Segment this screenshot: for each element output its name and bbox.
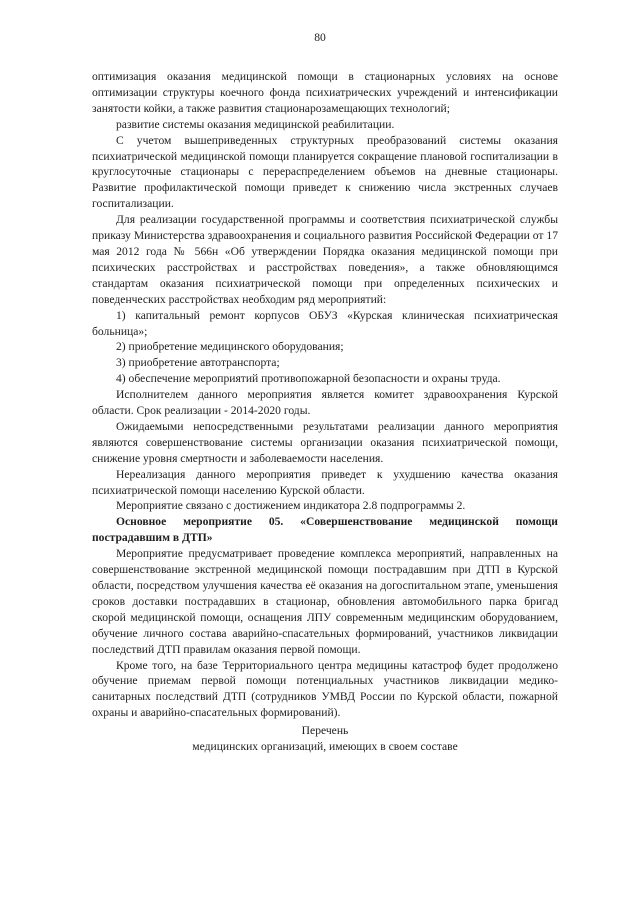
list-item-3: 3) приобретение автотранспорта; (116, 356, 280, 370)
page-number: 80 (314, 31, 326, 44)
list-item-1: 1) капитальный ремонт корпусов ОБУЗ «Курская клиническая психиатрическая больница»; (92, 308, 558, 338)
list-item-2: 2) приобретение медицинского оборудования; (116, 340, 344, 354)
list-item-4: 4) обеспечение мероприятий противопожарной безопасности и охраны труда. (116, 372, 501, 386)
list-title: Перечень (301, 724, 349, 738)
paragraph-rehabilitation: развитие системы оказания медицинской реабилитации. (116, 117, 395, 131)
list-subtitle: медицинских организаций, имеющих в своем составе (192, 740, 458, 754)
section-heading-05: Основное мероприятие 05. «Совершенствование медицинской помощи пострадавшим в ДТП» (92, 515, 558, 545)
paragraph-training: Кроме того, на базе Территориального центра медицины катастроф будет продолжено обучение приемам первой помощи потенциальных участников ликвидации медико-санитарных последствий ДТП (сотрудников УМВД России по Курской области, пожарной охраны и аварийно-спасательных формирований). (92, 658, 558, 720)
paragraph-non-implementation: Нереализация данного мероприятия приведет к ухудшению качества оказания психиатрической помощи населению Курской области. (92, 467, 558, 497)
paragraph-measure-description: Мероприятие предусматривает проведение комплекса мероприятий, направленных на совершенствование экстренной медицинской помощи пострадавшим при ДТП в Курской области, посредством улучшения качества её оказания на догоспитальном этапе, уменьшения сроков доставки пострадавших в стационар, обновления автомобильного парка бригад скорой медицинской помощи, оснащения ЛПУ современным медицинским оборудованием, обучение личного состава аварийно-спасательных формирований, участников ликвидации последствий ДТП правилам оказания первой помощи. (92, 547, 558, 656)
paragraph-optimization: оптимизация оказания медицинской помощи в стационарных условиях на основе оптимизации структуры коечного фонда психиатрических учреждений и интенсификации занятости койки, а также развития стационарозамещающих технологий; (92, 70, 558, 115)
paragraph-structural-changes: С учетом вышеприведенных структурных преобразований системы оказания психиатрической медицинской помощи планируется сокращение плановой госпитализации в круглосуточные стационары с перераспределением объемов на дневные стационары. Развитие профилактической помощи приведет к снижению числа экстренных случаев госпитализации. (92, 133, 558, 211)
paragraph-expected-results: Ожидаемыми непосредственными результатами реализации данного мероприятия являются совершенствование системы организации оказания психиатрической помощи, снижение уровня смертности и заболеваемости населения. (92, 419, 558, 465)
document-body (92, 69, 558, 755)
paragraph-indicator: Мероприятие связано с достижением индикатора 2.8 подпрограммы 2. (116, 499, 466, 513)
paragraph-state-program: Для реализации государственной программы и соответствия психиатрической службы приказу Министерства здравоохранения и социального развития Российской Федерации от 17 мая 2012 года № 566н «Об утверждении Порядка оказания медицинской помощи при психических расстройствах и расстройствах поведения», а также обновляющимся стандартам оказания психиатрической помощи при определенных психических и поведенческих расстройствах необходим ряд мероприятий: (92, 213, 558, 306)
paragraph-executor: Исполнителем данного мероприятия является комитет здравоохранения Курской области. Срок реализации - 2014-2020 годы. (92, 388, 558, 418)
